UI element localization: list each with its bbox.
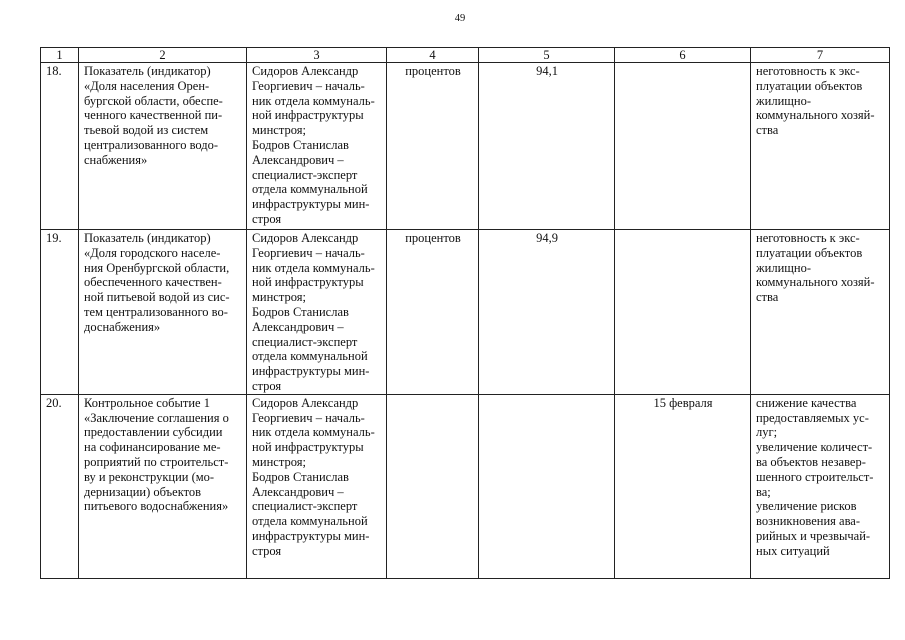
- header-col-3: 3: [247, 48, 387, 63]
- responsible-line: специалист-эксперт: [252, 167, 358, 182]
- risks-line: увеличение количест-: [756, 440, 873, 455]
- value-line: 94,9: [536, 231, 558, 245]
- indicator-line: бургской области, обеспе-: [84, 93, 223, 108]
- indicator-line: ной питьевой водой из сис-: [84, 290, 230, 305]
- cell-value: [479, 63, 615, 230]
- responsible-line: Сидоров Александр: [252, 64, 359, 78]
- risks-line: увеличение рисков: [756, 499, 857, 514]
- responsible-line: ник отдела коммуналь-: [252, 260, 375, 275]
- responsible-line: отдела коммунальной: [252, 349, 368, 364]
- risks-line: ства: [756, 123, 779, 138]
- responsible-line: минстроя;: [252, 290, 306, 305]
- indicator-line: ния Оренбургской области,: [84, 260, 230, 275]
- risks-line: жилищно-: [756, 260, 811, 275]
- responsible-line: Александрович –: [252, 484, 344, 499]
- indicator-line: тьевой водой из систем: [84, 123, 209, 138]
- header-col-4: 4: [387, 48, 479, 63]
- cell-deadline: [615, 63, 751, 230]
- risks-line: луг;: [756, 425, 778, 440]
- cell-risks: [751, 230, 890, 395]
- responsible-line: отдела коммунальной: [252, 514, 368, 529]
- table-row: [41, 63, 890, 230]
- cell-value: [479, 394, 615, 578]
- responsible-line: Сидоров Александр: [252, 395, 359, 410]
- risks-line: коммунального хозяй-: [756, 275, 875, 290]
- table-header: [41, 48, 890, 63]
- responsible-line: специалист-эксперт: [252, 499, 358, 514]
- risks-line: возникновения ава-: [756, 514, 861, 529]
- cell-number: [41, 230, 79, 395]
- responsible-line: инфраструктуры мин-: [252, 528, 370, 543]
- indicator-line: питьевого водоснабжения»: [84, 499, 229, 514]
- risks-line: плуатации объектов: [756, 245, 863, 260]
- cell-indicator: [79, 63, 247, 230]
- table-body: [41, 63, 890, 579]
- cell-value: [479, 230, 615, 395]
- risks-line: ства: [756, 290, 779, 305]
- responsible-line: специалист-эксперт: [252, 334, 358, 349]
- cell-deadline: [615, 230, 751, 395]
- risks-line: снижение качества: [756, 395, 857, 410]
- cell-responsible: [247, 394, 387, 578]
- page-number: 49: [454, 13, 466, 24]
- indicator-line: ченного качественной пи-: [84, 108, 223, 123]
- responsible-line: Георгиевич – началь-: [252, 245, 365, 260]
- responsible-line: Георгиевич – началь-: [252, 78, 365, 93]
- risks-line: рийных и чрезвычай-: [756, 528, 871, 543]
- indicator-line: роприятий по строительст-: [84, 454, 229, 469]
- indicator-line: дернизации) объектов: [84, 484, 202, 499]
- cell-risks: [751, 63, 890, 230]
- risks-line: жилищно-: [756, 93, 811, 108]
- risks-line: неготовность к экс-: [756, 64, 860, 78]
- table-row: [41, 230, 890, 395]
- indicator-line: предоставлении субсидии: [84, 425, 223, 440]
- indicator-line: Показатель (индикатор): [84, 64, 211, 78]
- responsible-line: Бодров Станислав: [252, 469, 349, 484]
- value-line: 94,1: [536, 64, 558, 78]
- responsible-line: Бодров Станислав: [252, 304, 349, 319]
- indicator-line: тем централизованного во-: [84, 304, 228, 319]
- indicator-line: «Доля населения Орен-: [84, 78, 210, 93]
- risks-line: ных ситуаций: [756, 543, 830, 558]
- risks-line: шенного строительст-: [756, 469, 874, 484]
- indicator-line: на софинансирование ме-: [84, 440, 221, 455]
- responsible-line: строя: [252, 543, 282, 558]
- indicator-line: обеспеченного качествен-: [84, 275, 222, 290]
- responsible-line: Бодров Станислав: [252, 137, 349, 152]
- indicator-line: ву и реконструкции (мо-: [84, 469, 215, 484]
- header-col-2: 2: [79, 48, 247, 63]
- risks-line: ва объектов незавер-: [756, 454, 866, 469]
- indicator-line: Контрольное событие 1: [84, 395, 210, 410]
- cell-responsible: [247, 230, 387, 395]
- cell-risks: [751, 394, 890, 578]
- cell-number: [41, 63, 79, 230]
- responsible-line: инфраструктуры мин-: [252, 197, 370, 212]
- cell-unit: [387, 394, 479, 578]
- header-col-7: 7: [751, 48, 890, 63]
- cell-unit: [387, 230, 479, 395]
- indicator-line: снабжения»: [84, 152, 148, 167]
- number-line: 19.: [46, 231, 62, 245]
- responsible-line: минстроя;: [252, 123, 306, 138]
- responsible-line: строя: [252, 211, 282, 226]
- cell-unit: [387, 63, 479, 230]
- indicator-line: централизованного водо-: [84, 137, 219, 152]
- indicator-line: Показатель (индикатор): [84, 231, 211, 245]
- cell-indicator: [79, 394, 247, 578]
- responsible-line: инфраструктуры мин-: [252, 364, 370, 379]
- header-col-5: 5: [479, 48, 615, 63]
- indicator-line: доснабжения»: [84, 319, 161, 334]
- unit-line: процентов: [405, 64, 461, 78]
- header-col-6: 6: [615, 48, 751, 63]
- number-line: 20.: [46, 395, 62, 410]
- cell-number: [41, 394, 79, 578]
- responsible-line: Георгиевич – началь-: [252, 410, 365, 425]
- cell-responsible: [247, 63, 387, 230]
- number-line: 18.: [46, 64, 62, 78]
- responsible-line: Сидоров Александр: [252, 231, 359, 245]
- risks-line: предоставляемых ус-: [756, 410, 869, 425]
- deadline-line: 15 февраля: [653, 395, 713, 410]
- responsible-line: Александрович –: [252, 152, 344, 167]
- responsible-line: минстроя;: [252, 454, 306, 469]
- risks-line: коммунального хозяй-: [756, 108, 875, 123]
- table-row: [41, 394, 890, 578]
- cell-indicator: [79, 230, 247, 395]
- responsible-line: Александрович –: [252, 319, 344, 334]
- responsible-line: отдела коммунальной: [252, 182, 368, 197]
- indicators-table: [40, 47, 890, 579]
- responsible-line: ной инфраструктуры: [252, 275, 364, 290]
- indicator-line: «Доля городского населе-: [84, 245, 221, 260]
- unit-line: процентов: [405, 231, 461, 245]
- responsible-line: строя: [252, 378, 282, 393]
- cell-deadline: [615, 394, 751, 578]
- risks-line: ва;: [756, 484, 771, 499]
- risks-line: неготовность к экс-: [756, 231, 860, 245]
- header-col-1: 1: [41, 48, 79, 63]
- risks-line: плуатации объектов: [756, 78, 863, 93]
- responsible-line: ник отдела коммуналь-: [252, 425, 375, 440]
- responsible-line: ной инфраструктуры: [252, 440, 364, 455]
- responsible-line: ной инфраструктуры: [252, 108, 364, 123]
- responsible-line: ник отдела коммуналь-: [252, 93, 375, 108]
- header-row: [41, 48, 890, 63]
- indicator-line: «Заключение соглашения о: [84, 410, 229, 425]
